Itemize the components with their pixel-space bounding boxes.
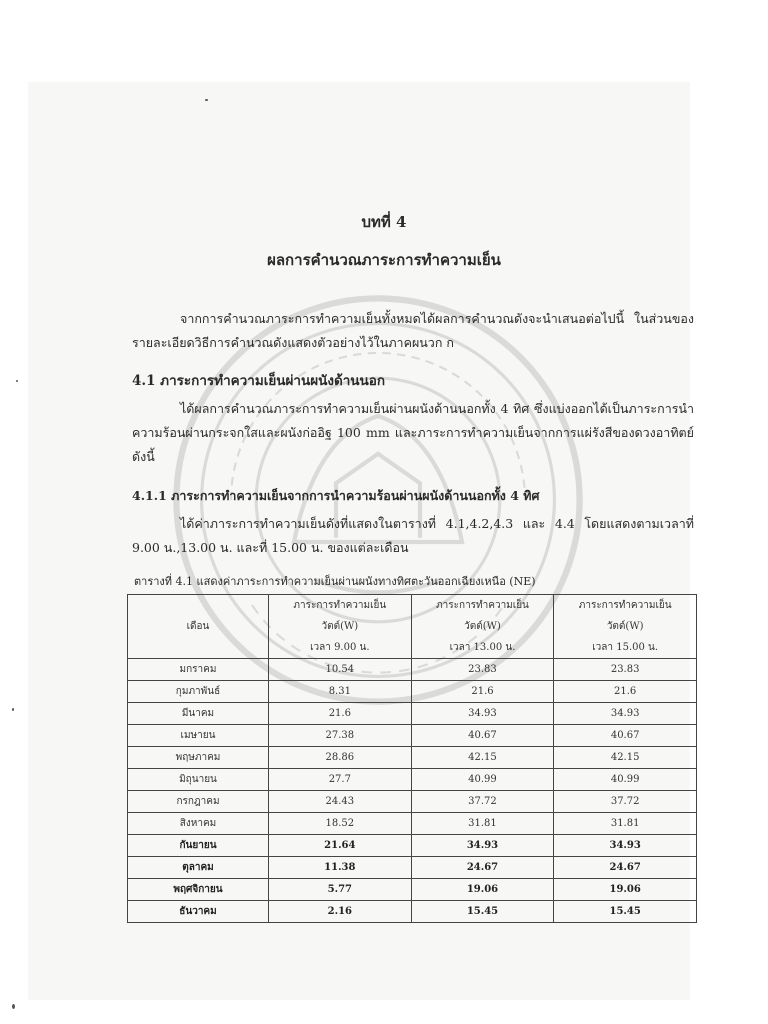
table-row: [128, 813, 697, 835]
value-cell: 24.43: [269, 791, 412, 813]
value-cell: 10.54: [269, 659, 412, 681]
table-row: [128, 857, 697, 879]
value-cell: 15.45: [411, 901, 554, 923]
value-cell: 2.16: [269, 901, 412, 923]
value-cell: 34.93: [411, 703, 554, 725]
value-cell: 24.67: [554, 857, 697, 879]
month-cell: มิถุนายน: [128, 769, 269, 791]
table-row: [128, 703, 697, 725]
value-cell: 23.83: [554, 659, 697, 681]
value-cell: 34.93: [411, 835, 554, 857]
scan-speck: [16, 380, 18, 382]
value-cell: 40.99: [411, 769, 554, 791]
value-cell: 37.72: [411, 791, 554, 813]
month-cell: กันยายน: [128, 835, 269, 857]
chapter-title: ผลการคำนวณภาระการทำความเย็น: [267, 251, 501, 269]
month-cell: พฤศจิกายน: [128, 879, 269, 901]
value-cell: 42.15: [554, 747, 697, 769]
value-cell: 21.6: [554, 681, 697, 703]
scan-speck: [12, 1004, 15, 1009]
value-cell: 37.72: [554, 791, 697, 813]
value-cell: 5.77: [269, 879, 412, 901]
table-row: [128, 747, 697, 769]
month-cell: พฤษภาคม: [128, 747, 269, 769]
section-heading-4-1-1: 4.1.1 ภาระการทำความเย็นจากการนำความร้อนผ่านผนังด้านนอกทั้ง 4 ทิศ: [132, 488, 540, 503]
value-cell: 27.38: [269, 725, 412, 747]
column-header-line1: ภาระการทำความเย็น: [411, 595, 554, 617]
value-cell: 21.6: [411, 681, 554, 703]
column-header-time: เวลา 9.00 น.: [269, 637, 412, 659]
column-header-unit: วัตต์(W): [269, 616, 412, 637]
value-cell: 42.15: [411, 747, 554, 769]
value-cell: 18.52: [269, 813, 412, 835]
month-column-header: เดือน: [128, 595, 269, 659]
month-cell: ธันวาคม: [128, 901, 269, 923]
value-cell: 21.6: [269, 703, 412, 725]
month-cell: ตุลาคม: [128, 857, 269, 879]
table-row: [128, 901, 697, 923]
chapter-number: บทที่ 4: [361, 213, 407, 231]
section-4-1-1-paragraph: ได้ค่าภาระการทำความเย็นดังที่แสดงในตารางที่ 4.1,4.2,4.3 และ 4.4 โดยแสดงตามเวลาที่ 9.00 น.,13.00 น. และที่ 15.00 น. ของแต่ละเดือน: [132, 516, 694, 555]
value-cell: 8.31: [269, 681, 412, 703]
value-cell: 23.83: [411, 659, 554, 681]
table-row: [128, 659, 697, 681]
column-header-unit: วัตต์(W): [411, 616, 554, 637]
column-header-line1: ภาระการทำความเย็น: [269, 595, 412, 617]
cooling-load-table: [127, 594, 697, 923]
section-heading-4-1: 4.1 ภาระการทำความเย็นผ่านผนังด้านนอก: [132, 373, 386, 389]
value-cell: 40.67: [411, 725, 554, 747]
value-cell: 27.7: [269, 769, 412, 791]
value-cell: 28.86: [269, 747, 412, 769]
month-cell: เมษายน: [128, 725, 269, 747]
column-header-time: เวลา 13.00 น.: [411, 637, 554, 659]
value-cell: 34.93: [554, 703, 697, 725]
value-cell: 11.38: [269, 857, 412, 879]
table-row: [128, 769, 697, 791]
value-cell: 19.06: [554, 879, 697, 901]
month-cell: กรกฎาคม: [128, 791, 269, 813]
value-cell: 24.67: [411, 857, 554, 879]
value-cell: 15.45: [554, 901, 697, 923]
section-4-1-paragraph: ได้ผลการคำนวณภาระการทำความเย็นผ่านผนังด้านนอกทั้ง 4 ทิศ ซึ่งแบ่งออกได้เป็นภาระการนำความร้อนผ่านกระจกใสและผนังก่ออิฐ 100 mm และภาระการทำความเย็นจากการแผ่รังสีของดวงอาทิตย์ดังนี้: [132, 401, 694, 464]
month-cell: กุมภาพันธ์: [128, 681, 269, 703]
value-cell: 40.67: [554, 725, 697, 747]
value-cell: 31.81: [554, 813, 697, 835]
value-cell: 19.06: [411, 879, 554, 901]
month-cell: มีนาคม: [128, 703, 269, 725]
value-cell: 34.93: [554, 835, 697, 857]
scan-speck: [12, 708, 14, 711]
table-row: [128, 879, 697, 901]
table-row: [128, 725, 697, 747]
value-cell: 40.99: [554, 769, 697, 791]
value-cell: 31.81: [411, 813, 554, 835]
month-cell: มกราคม: [128, 659, 269, 681]
scan-speck: [205, 99, 208, 101]
column-header-time: เวลา 15.00 น.: [554, 637, 697, 659]
table-row: [128, 835, 697, 857]
intro-paragraph: จากการคำนวณภาระการทำความเย็นทั้งหมดได้ผลการคำนวณดังจะนำเสนอต่อไปนี้ ในส่วนของรายละเอียดวิธีการคำนวณดังแสดงตัวอย่างไว้ในภาคผนวก ก: [132, 311, 694, 350]
table-row: [128, 681, 697, 703]
table-row: [128, 791, 697, 813]
month-cell: สิงหาคม: [128, 813, 269, 835]
table-caption: ตารางที่ 4.1 แสดงค่าภาระการทำความเย็นผ่านผนังทางทิศตะวันออกเฉียงเหนือ (NE): [134, 575, 536, 588]
column-header-line1: ภาระการทำความเย็น: [554, 595, 697, 617]
value-cell: 21.64: [269, 835, 412, 857]
column-header-unit: วัตต์(W): [554, 616, 697, 637]
